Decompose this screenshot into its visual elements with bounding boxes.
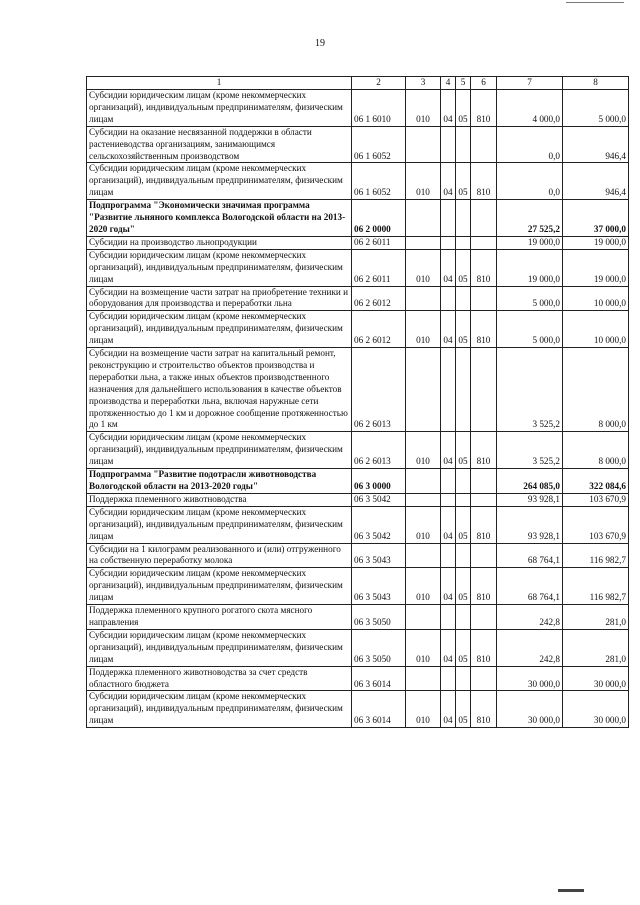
amount-col7: 68 764,1: [497, 568, 563, 605]
expense-type-code: 810: [471, 629, 497, 666]
target-code: 06 2 6011: [352, 236, 406, 249]
row-name: Субсидии юридическим лицам (кроме некоммерческих организаций), индивидуальным предпринимателям, физическим лицам: [87, 90, 352, 127]
expense-type-code: [471, 605, 497, 630]
section-code: 04: [441, 90, 456, 127]
target-code: 06 3 6014: [352, 666, 406, 691]
section-code: [441, 200, 456, 237]
subsection-code: [456, 493, 471, 506]
amount-col8: 103 670,9: [563, 506, 629, 543]
amount-col8: 116 982,7: [563, 568, 629, 605]
admin-code: 010: [406, 249, 441, 286]
section-code: 04: [441, 311, 456, 348]
row-name: Субсидии на производство льнопродукции: [87, 236, 352, 249]
subsection-code: [456, 200, 471, 237]
scan-edge-line: [566, 2, 624, 3]
column-header: 6: [471, 77, 497, 90]
page-number: 19: [315, 38, 325, 49]
target-code: 06 3 5050: [352, 629, 406, 666]
subsection-code: 05: [456, 90, 471, 127]
expense-type-code: [471, 236, 497, 249]
section-code: [441, 493, 456, 506]
amount-col7: 30 000,0: [497, 691, 563, 728]
subsection-code: 05: [456, 249, 471, 286]
admin-code: [406, 126, 441, 163]
row-name: Подпрограмма "Развитие подотрасли животноводства Вологодской области на 2013-2020 годы": [87, 469, 352, 494]
amount-col8: 19 000,0: [563, 249, 629, 286]
amount-col7: 93 928,1: [497, 493, 563, 506]
row-name: Подпрограмма "Экономически значимая программа "Развитие льняного комплекса Вологодской области на 2013-2020 годы": [87, 200, 352, 237]
row-name: Субсидии на возмещение части затрат на капитальный ремонт, реконструкцию и строительство объектов производства и переработки льна, а также иных объектов производственного назначения для дальнейшего использования в качестве объектов производства и переработки льна, включая наружные сети протяженностью до 1 км и дорожное сообщение протяженностью до 1 км: [87, 348, 352, 432]
target-code: 06 2 6013: [352, 432, 406, 469]
column-header: 5: [456, 77, 471, 90]
admin-code: 010: [406, 629, 441, 666]
row-name: Поддержка племенного животноводства: [87, 493, 352, 506]
expense-type-code: [471, 126, 497, 163]
table-row: [87, 90, 629, 127]
expense-type-code: 810: [471, 568, 497, 605]
amount-col7: 68 764,1: [497, 543, 563, 568]
section-code: [441, 126, 456, 163]
subsection-code: 05: [456, 163, 471, 200]
table-row: [87, 311, 629, 348]
subsection-code: [456, 543, 471, 568]
amount-col8: 37 000,0: [563, 200, 629, 237]
expense-type-code: [471, 493, 497, 506]
amount-col8: 281,0: [563, 629, 629, 666]
section-code: 04: [441, 163, 456, 200]
subsection-code: [456, 469, 471, 494]
expense-type-code: 810: [471, 432, 497, 469]
expense-type-code: [471, 666, 497, 691]
amount-col7: 0,0: [497, 163, 563, 200]
section-code: [441, 666, 456, 691]
admin-code: 010: [406, 568, 441, 605]
section-code: 04: [441, 629, 456, 666]
admin-code: 010: [406, 691, 441, 728]
admin-code: [406, 605, 441, 630]
subsection-code: [456, 605, 471, 630]
amount-col7: 19 000,0: [497, 236, 563, 249]
amount-col8: 10 000,0: [563, 311, 629, 348]
expense-type-code: [471, 543, 497, 568]
amount-col8: 946,4: [563, 163, 629, 200]
target-code: 06 2 0000: [352, 200, 406, 237]
target-code: 06 2 6012: [352, 311, 406, 348]
admin-code: [406, 666, 441, 691]
target-code: 06 2 6012: [352, 286, 406, 311]
admin-code: [406, 236, 441, 249]
amount-col7: 264 085,0: [497, 469, 563, 494]
admin-code: 010: [406, 90, 441, 127]
row-name: Поддержка племенного животноводства за счет средств областного бюджета: [87, 666, 352, 691]
subsection-code: [456, 666, 471, 691]
amount-col7: 93 928,1: [497, 506, 563, 543]
amount-col7: 242,8: [497, 605, 563, 630]
table-row: [87, 469, 629, 494]
expense-type-code: 810: [471, 249, 497, 286]
amount-col7: 242,8: [497, 629, 563, 666]
admin-code: 010: [406, 432, 441, 469]
column-header: 8: [563, 77, 629, 90]
table-row: [87, 666, 629, 691]
target-code: 06 3 6014: [352, 691, 406, 728]
section-code: 04: [441, 568, 456, 605]
expense-type-code: 810: [471, 90, 497, 127]
amount-col8: 19 000,0: [563, 236, 629, 249]
table-row: [87, 506, 629, 543]
subsection-code: [456, 286, 471, 311]
admin-code: 010: [406, 311, 441, 348]
table-row: [87, 432, 629, 469]
amount-col8: 10 000,0: [563, 286, 629, 311]
expense-type-code: [471, 469, 497, 494]
section-code: [441, 348, 456, 432]
table-row: [87, 249, 629, 286]
amount-col8: 8 000,0: [563, 432, 629, 469]
amount-col8: 5 000,0: [563, 90, 629, 127]
column-header: 2: [352, 77, 406, 90]
amount-col8: 946,4: [563, 126, 629, 163]
admin-code: 010: [406, 163, 441, 200]
amount-col8: 30 000,0: [563, 666, 629, 691]
row-name: Субсидии на оказание несвязанной поддержки в области растениеводства организациям, занимающимся сельскохозяйственным производством: [87, 126, 352, 163]
target-code: 06 3 0000: [352, 469, 406, 494]
table-row: [87, 605, 629, 630]
subsection-code: [456, 126, 471, 163]
table-row: [87, 493, 629, 506]
amount-col8: 322 084,6: [563, 469, 629, 494]
admin-code: [406, 286, 441, 311]
target-code: 06 2 6013: [352, 348, 406, 432]
column-header: 3: [406, 77, 441, 90]
amount-col7: 4 000,0: [497, 90, 563, 127]
amount-col7: 3 525,2: [497, 348, 563, 432]
row-name: Субсидии юридическим лицам (кроме некоммерческих организаций), индивидуальным предпринимателям, физическим лицам: [87, 568, 352, 605]
row-name: Субсидии на 1 килограмм реализованного и (или) отгруженного на собственную переработку молока: [87, 543, 352, 568]
section-code: [441, 469, 456, 494]
row-name: Субсидии на возмещение части затрат на приобретение техники и оборудования для производства и переработки льна: [87, 286, 352, 311]
amount-col8: 116 982,7: [563, 543, 629, 568]
row-name: Поддержка племенного крупного рогатого скота мясного направления: [87, 605, 352, 630]
subsection-code: 05: [456, 629, 471, 666]
subsection-code: [456, 348, 471, 432]
expense-type-code: 810: [471, 163, 497, 200]
table-row: [87, 236, 629, 249]
target-code: 06 3 5050: [352, 605, 406, 630]
expense-type-code: 810: [471, 691, 497, 728]
expense-type-code: [471, 286, 497, 311]
target-code: 06 3 5043: [352, 543, 406, 568]
section-code: [441, 543, 456, 568]
admin-code: [406, 348, 441, 432]
amount-col7: 19 000,0: [497, 249, 563, 286]
amount-col7: 0,0: [497, 126, 563, 163]
section-code: [441, 605, 456, 630]
column-header: 7: [497, 77, 563, 90]
subsection-code: 05: [456, 432, 471, 469]
section-code: 04: [441, 249, 456, 286]
target-code: 06 1 6052: [352, 126, 406, 163]
expense-type-code: [471, 200, 497, 237]
target-code: 06 3 5043: [352, 568, 406, 605]
section-code: 04: [441, 432, 456, 469]
section-code: [441, 236, 456, 249]
subsection-code: 05: [456, 568, 471, 605]
target-code: 06 1 6010: [352, 90, 406, 127]
table-row: [87, 691, 629, 728]
budget-table: [86, 76, 629, 728]
expense-type-code: 810: [471, 311, 497, 348]
column-header: 4: [441, 77, 456, 90]
table-row: [87, 286, 629, 311]
table-row: [87, 568, 629, 605]
amount-col7: 27 525,2: [497, 200, 563, 237]
table-row: [87, 163, 629, 200]
table-row: [87, 200, 629, 237]
amount-col8: 103 670,9: [563, 493, 629, 506]
amount-col8: 30 000,0: [563, 691, 629, 728]
section-code: 04: [441, 506, 456, 543]
row-name: Субсидии юридическим лицам (кроме некоммерческих организаций), индивидуальным предпринимателям, физическим лицам: [87, 691, 352, 728]
admin-code: [406, 493, 441, 506]
scan-mark: [558, 889, 584, 892]
target-code: 06 3 5042: [352, 493, 406, 506]
table-row: [87, 348, 629, 432]
admin-code: [406, 469, 441, 494]
expense-type-code: 810: [471, 506, 497, 543]
section-code: 04: [441, 691, 456, 728]
subsection-code: 05: [456, 506, 471, 543]
row-name: Субсидии юридическим лицам (кроме некоммерческих организаций), индивидуальным предпринимателям, физическим лицам: [87, 629, 352, 666]
section-code: [441, 286, 456, 311]
target-code: 06 2 6011: [352, 249, 406, 286]
subsection-code: 05: [456, 691, 471, 728]
target-code: 06 1 6052: [352, 163, 406, 200]
column-header: 1: [87, 77, 352, 90]
amount-col7: 3 525,2: [497, 432, 563, 469]
expense-type-code: [471, 348, 497, 432]
row-name: Субсидии юридическим лицам (кроме некоммерческих организаций), индивидуальным предпринимателям, физическим лицам: [87, 311, 352, 348]
amount-col8: 8 000,0: [563, 348, 629, 432]
row-name: Субсидии юридическим лицам (кроме некоммерческих организаций), индивидуальным предпринимателям, физическим лицам: [87, 163, 352, 200]
admin-code: [406, 543, 441, 568]
subsection-code: 05: [456, 311, 471, 348]
table-row: [87, 126, 629, 163]
admin-code: 010: [406, 506, 441, 543]
subsection-code: [456, 236, 471, 249]
table-row: [87, 543, 629, 568]
amount-col8: 281,0: [563, 605, 629, 630]
amount-col7: 30 000,0: [497, 666, 563, 691]
table-body: [87, 90, 629, 728]
row-name: Субсидии юридическим лицам (кроме некоммерческих организаций), индивидуальным предпринимателям, физическим лицам: [87, 249, 352, 286]
table-header-row: [87, 77, 629, 90]
admin-code: [406, 200, 441, 237]
amount-col7: 5 000,0: [497, 311, 563, 348]
target-code: 06 3 5042: [352, 506, 406, 543]
table-row: [87, 629, 629, 666]
row-name: Субсидии юридическим лицам (кроме некоммерческих организаций), индивидуальным предпринимателям, физическим лицам: [87, 432, 352, 469]
row-name: Субсидии юридическим лицам (кроме некоммерческих организаций), индивидуальным предпринимателям, физическим лицам: [87, 506, 352, 543]
amount-col7: 5 000,0: [497, 286, 563, 311]
